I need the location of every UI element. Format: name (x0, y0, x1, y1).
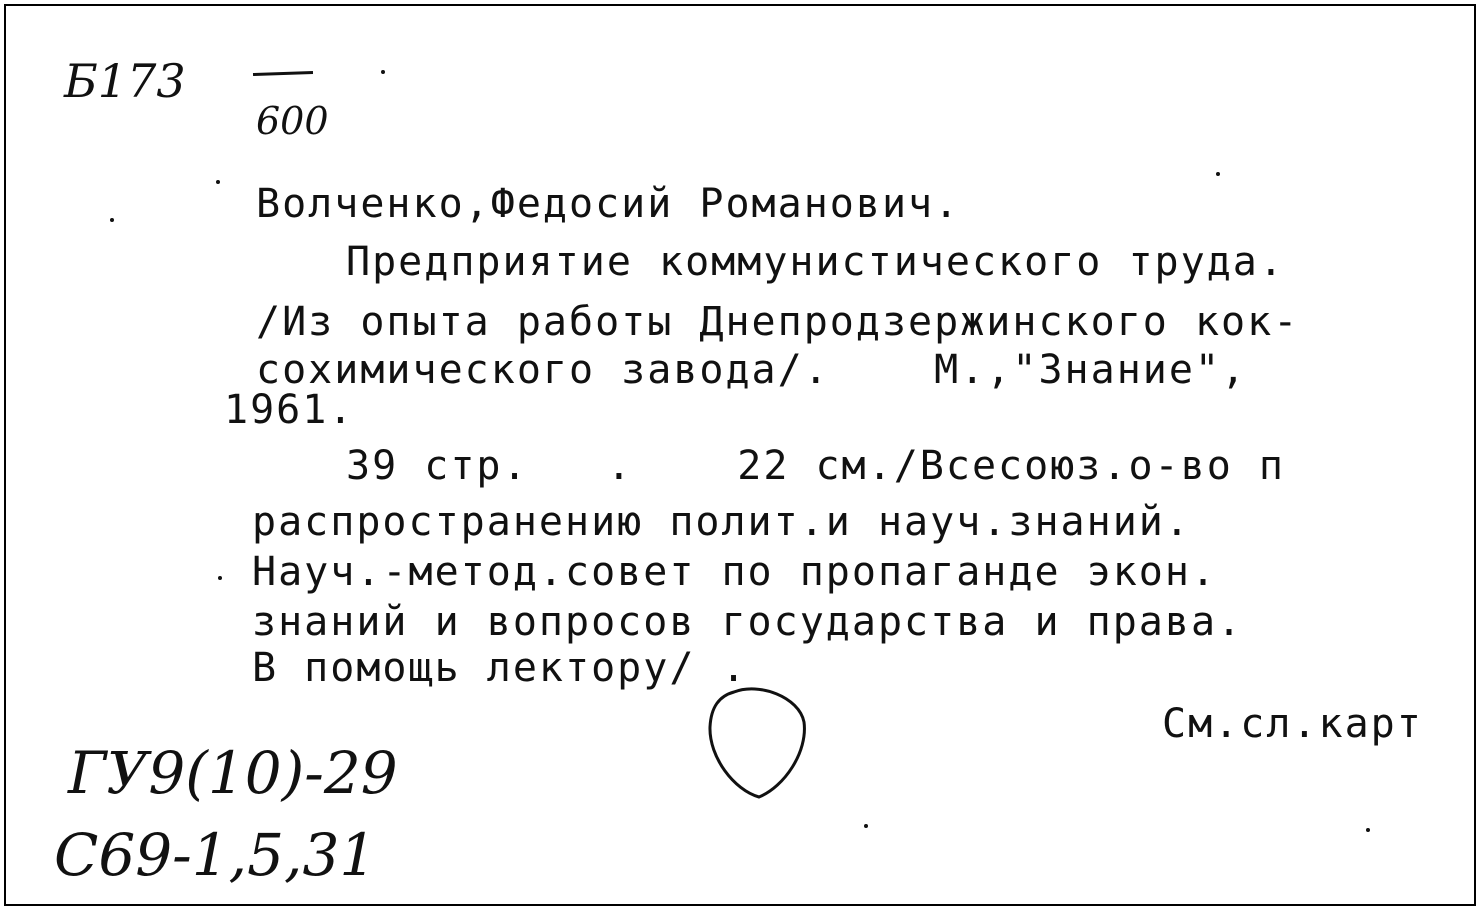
classification-code: ГУ9(10)-29 (68, 739, 398, 807)
speck (110, 218, 114, 222)
inventory-number: 600 (256, 99, 329, 143)
speck (216, 180, 220, 184)
shelf-mark: Б173 (64, 54, 186, 108)
title-line: Предприятие коммунистического труда. (346, 239, 1285, 285)
catalog-card (4, 4, 1476, 906)
speck (1216, 172, 1220, 176)
subtitle-line-2: сохимического завода/. М.,"Знание", (256, 347, 1248, 393)
series-line-2: Науч.-метод.совет по пропаганде экон. (252, 549, 1218, 595)
author-line: Волченко,Федосий Романович. (256, 181, 961, 227)
speck (218, 576, 222, 580)
punch-hole-outline (704, 682, 814, 812)
subtitle-line-1: /Из опыта работы Днепродзержинского кок- (256, 299, 1300, 345)
series-line-1: распространению полит.и науч.знаний. (252, 499, 1191, 545)
collation-line: 39 стр. . 22 см./Всесоюз.о-во п (346, 443, 1285, 489)
speck (864, 824, 868, 828)
series-line-3: знаний и вопросов государства и права. (252, 599, 1244, 645)
continuation-note: См.сл.карт (1162, 701, 1423, 747)
speck (381, 70, 385, 74)
year-line: 1961. (224, 387, 355, 433)
fraction-line (253, 71, 313, 76)
series-line-4: В помощь лектору/ . (252, 645, 748, 691)
author-code: С69-1,5,31 (54, 821, 377, 889)
speck (1366, 828, 1370, 832)
